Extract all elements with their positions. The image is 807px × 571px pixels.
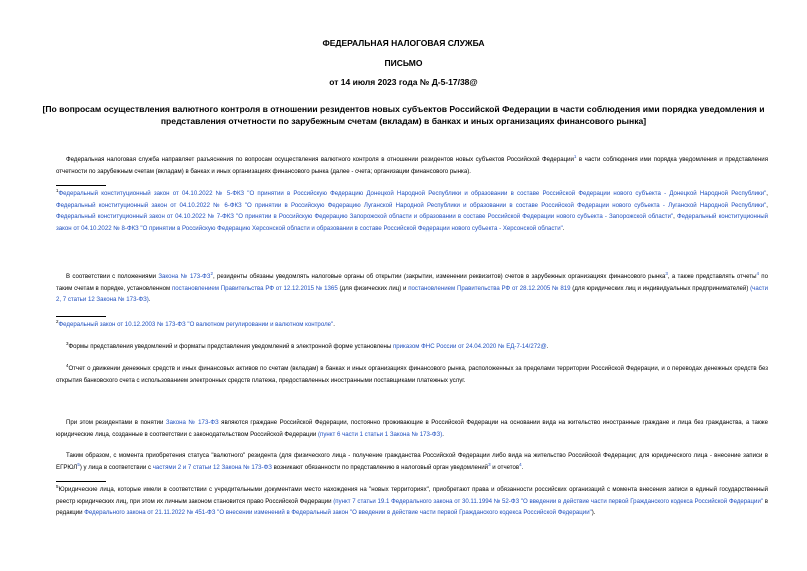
law-article-12-parts-link[interactable]: частями 2 и 7 статьи 12 Закона № 173-ФЗ [152, 463, 272, 471]
footnote-3-text: Формы представления уведомлений и форматы представления уведомлений в электронной форме установлены [68, 343, 393, 350]
intro-paragraph [56, 154, 768, 177]
obligations-paragraph [56, 271, 768, 306]
law-article-12-link[interactable]: (части 2, 7 статьи 12 Закона № 173-ФЗ) [56, 284, 768, 304]
footnote-ref-2[interactable]: 2 [210, 270, 214, 276]
residents-paragraph [56, 417, 768, 440]
footnote-2-end: . [333, 321, 335, 328]
footnote-1-end: . [562, 224, 565, 232]
footnote-3-number: 3 [66, 340, 69, 346]
text: являются граждане Российской Федерации, постоянно проживающие в Российской Федерации на основании вида на жительство иностранные граждане и лица без гражданства, а также юридические лица, созданные в соответствии с законодательством Российской Федерации [56, 419, 768, 438]
footnote-3 [56, 341, 768, 353]
text: При этом резидентами в понятии [66, 419, 166, 426]
text: В соответствии с положениями [66, 273, 159, 280]
footnote-1-link-dnr[interactable]: Федеральный конституционный закон от 04.10.2022 № 5-ФКЗ "О принятии в Российскую Федерацию Донецкой Народной Республики и образовании в составе Российской Федерации нового субъекта - Донецкой Народной Республики" [58, 190, 767, 197]
document-type: ПИСЬМО [384, 58, 423, 68]
law-52-link[interactable]: (пункт 7 статьи 19.1 Федерального закона от 30.11.1994 № 52-ФЗ "О введении в действие части первой Гражданского кодекса Российской Федерации" [333, 497, 764, 505]
footnote-ref-5[interactable]: 5 [77, 461, 80, 467]
footnote-4-text: Отчет о движении денежных средств и иных финансовых активов по счетам (вкладам) в банках и иных организациях финансового рынка, расположенных за пределами территории Российской Федерации, и о переводах денежных средств без открытия банковского счета с использованием электронных средств платежа, предоставленных иностранными поставщиками платежных услуг. [56, 365, 768, 384]
footnote-ref-4[interactable]: 4 [519, 461, 522, 467]
footnote-1-sep: , [766, 201, 768, 209]
footnote-1-sep: , [766, 190, 768, 197]
intro-text: Федеральная налоговая служба направляет разъяснения по вопросам осуществления валютного контроля в отношении резидентов новых субъектов Российской Федерации [66, 156, 574, 163]
footnote-4 [56, 363, 768, 386]
footnote-5 [56, 484, 768, 519]
text: . [442, 430, 444, 438]
fns-order-link[interactable]: приказом ФНС России от 24.04.2020 № ЕД-7-14/272@ [392, 343, 547, 350]
text: (для физических лиц) и [337, 284, 409, 292]
footnote-ref-3[interactable]: 3 [488, 461, 491, 467]
resolution-1365-link[interactable]: постановлением Правительства РФ от 12.12.2015 № 1365 [171, 284, 338, 292]
text: по таким счетам в порядке, установленном [56, 273, 768, 292]
law-article-1-link[interactable]: (пункт 6 части 1 статьи 1 Закона № 173-ФЗ) [318, 430, 443, 438]
law-173-link[interactable]: Закона № 173-ФЗ [158, 273, 211, 280]
footnote-divider [56, 316, 106, 317]
footnote-1-link-zaporozhye[interactable]: Федеральный конституционный закон от 04.10.2022 № 7-ФКЗ "О принятии в Российскую Федерацию Запорожской области и образовании в составе Российской Федерации нового субъекта - Запорожской области" [56, 213, 674, 221]
footnote-4-number: 4 [66, 362, 69, 368]
intro-text-cont: в части соблюдения ими порядка уведомления и представления отчетности по зарубежным счетам (вкладам) в банках и иных организациях финансового рынка (далее - счета; организации финансового рынка). [56, 156, 768, 175]
text: , резиденты обязаны уведомлять налоговые органы об открытии (закрытии, изменении реквизитов) счетов в зарубежных организациях финансового рынка [213, 273, 666, 280]
agency-name: ФЕДЕРАЛЬНАЯ НАЛОГОВАЯ СЛУЖБА [322, 38, 485, 48]
text: Таким образом, с момента приобретения статуса "валютного" резидента (для физического лица - получение гражданства Российской Федерации либо вида на жительство Российской Федерации; для юридического лица - внесение записи в ЕГРЮЛ [56, 452, 768, 471]
footnote-2-link[interactable]: Федеральный закон от 10.12.2003 № 173-ФЗ "О валютном регулировании и валютном контроле" [58, 321, 334, 328]
law-173-link[interactable]: Закона № 173-ФЗ [165, 419, 219, 426]
document-title: [По вопросам осуществления валютного контроля в отношении резидентов новых субъектов Российской Федерации в части соблюдения ими порядка уведомления и представления отчетности по зарубежным счетам (вкладам) в банках и иных организациях финансового рынка] [42, 104, 765, 126]
footnote-2 [56, 319, 768, 331]
text: ) у лица в соответствии с [79, 463, 153, 471]
footnote-ref-1[interactable]: 1 [573, 153, 577, 159]
footnote-1 [56, 188, 768, 234]
text: . [148, 296, 151, 304]
footnote-5-text: Юридические лица, которые имели в соответствии с учредительными документами место нахождения на "новых территориях", приобретают права и обязанности российских организаций с момента внесения записи в единый государственный реестр юридических лиц, при этом их личным законом становится право Российской Федерации [56, 486, 768, 505]
footnote-2-number: 2 [56, 318, 59, 324]
footnote-1-sep: , [673, 213, 677, 221]
footnote-1-link-lnr[interactable]: Федеральный конституционный закон от 04.10.2022 № 6-ФКЗ "О принятии в Российскую Федерацию Луганской Народной Республики и образовании в составе Российской Федерации нового субъекта - Луганской Народной Республики" [56, 201, 767, 209]
footnote-ref-4[interactable]: 4 [756, 270, 760, 276]
resolution-819-link[interactable]: постановлением Правительства РФ от 28.12.2005 № 819 [408, 284, 571, 292]
document-date-number: от 14 июля 2023 года № Д-5-17/38@ [329, 77, 478, 87]
law-451-link[interactable]: Федерального закона от 21.11.2022 № 451-ФЗ "О внесении изменений в Федеральный закон "О введении в действие части первой Гражданского кодекса Российской Федерации" [84, 509, 592, 517]
status-paragraph [56, 450, 768, 473]
text: , а также представлять отчеты [667, 273, 757, 280]
footnote-5-end: ). [591, 509, 596, 517]
footnote-1-number: 1 [56, 187, 59, 193]
text: возникают обязанности по представлению в налоговый орган уведомлений [271, 463, 489, 471]
footnote-3-end: . [546, 343, 549, 350]
text: . [521, 463, 524, 471]
footnote-divider [56, 481, 106, 482]
footnote-5-number: 5 [56, 483, 59, 489]
text: (для юридических лиц и индивидуальных предпринимателей) [570, 284, 751, 292]
footnote-divider [56, 185, 106, 186]
footnote-5-text: в редакции [56, 497, 768, 517]
text: и отчетов [490, 463, 520, 471]
footnote-1-link-kherson[interactable]: Федеральный конституционный закон от 04.10.2022 № 8-ФКЗ "О принятии в Российскую Федерацию Херсонской области и образовании в составе Российской Федерации нового субъекта - Херсонской области" [56, 213, 769, 232]
footnote-ref-3[interactable]: 3 [665, 270, 668, 276]
